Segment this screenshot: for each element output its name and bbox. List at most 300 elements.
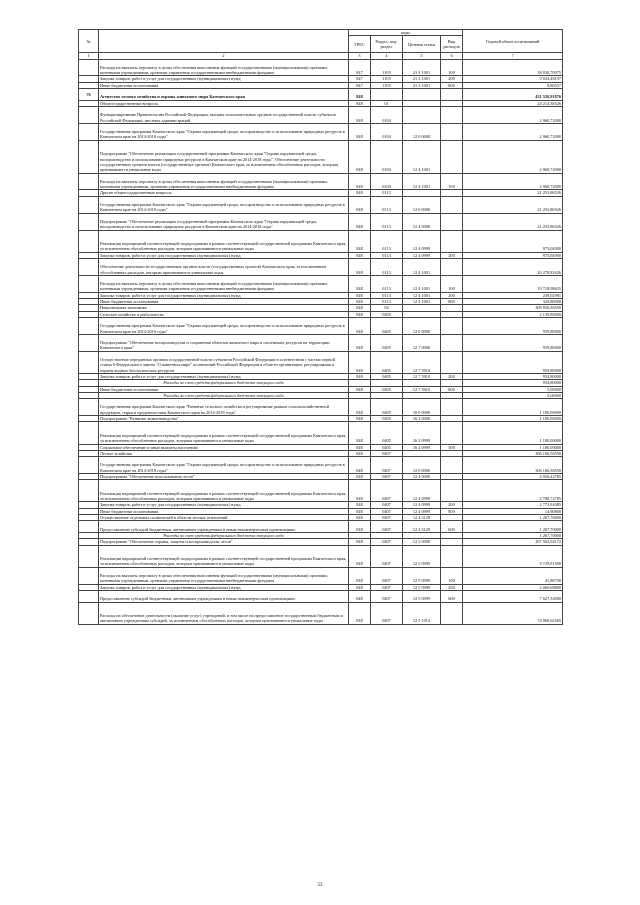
table-row [79, 89, 563, 101]
row-amount: 4 056,42785 [463, 473, 563, 479]
row-vid: 800 [441, 386, 463, 392]
row-amount: 959,80000 [463, 334, 563, 351]
row-statya: 16 0 0000 [403, 399, 441, 416]
table-row [79, 422, 563, 444]
row-name: Закупка товаров, работ и услуг для государственных (муниципальных) нужд [99, 584, 349, 590]
row-amount: 959,80000 [463, 351, 563, 373]
row-vid: 200 [441, 252, 463, 258]
row-grbs: 848 [349, 450, 371, 456]
row-name: Сельское хозяйство и рыболовство [99, 311, 349, 317]
row-razdel: 01 [371, 100, 403, 106]
header-codes-group: коды [349, 30, 463, 36]
row-name: Обеспечение деятельности государственных органов власти (государственных органов) Камчатского края, за исключением обособленных расходов, которым присваиваются уникальные коды [99, 259, 349, 276]
row-name: Государственная программа Камчатского края "Охрана окружающей среды, воспроизводство и использование природных ресурсов в Камчатском крае на 2014-2018 годы" [99, 123, 349, 140]
row-number [79, 123, 99, 140]
row-number [79, 213, 99, 230]
row-amount: 306 166,56550 [463, 450, 563, 456]
row-amount: 41,88700 [463, 567, 563, 584]
row-statya: 12 5 0999 [403, 584, 441, 590]
row-amount: 267 562,94172 [463, 539, 563, 545]
row-name: Общегосударственные вопросы [99, 100, 349, 106]
budget-table-page [78, 29, 562, 682]
row-razdel: 0405 [371, 386, 403, 392]
row-name: Расходы за счет средств федерального бюджета текущего года [99, 532, 349, 538]
row-vid [441, 399, 463, 416]
row-amount: 306 166,56550 [463, 457, 563, 474]
row-amount: 20 278,81626 [463, 259, 563, 276]
header-number: № [79, 30, 99, 53]
row-amount: 954,80000 [463, 380, 563, 386]
row-statya: 12 7 5910 [403, 386, 441, 392]
row-number [79, 602, 99, 624]
row-name: Иные бюджетные ассигнования [99, 82, 349, 88]
row-number [79, 422, 99, 444]
row-grbs: 848 [349, 602, 371, 624]
row-amount: 2 960,72000 [463, 173, 563, 190]
row-name: Расходы на выплаты персоналу в целях обеспечения выполнения функций государственными (муниципальными) органами, казенными учреждениями, органами управления государственными внебюджетными фондами [99, 173, 349, 190]
row-amount: 21 253,86526 [463, 190, 563, 196]
row-razdel: 0407 [371, 457, 403, 474]
row-vid [441, 480, 463, 502]
table-row [79, 567, 563, 584]
row-vid: 600 [441, 590, 463, 602]
row-statya: 12 4 0999 [403, 252, 441, 258]
row-number [79, 259, 99, 276]
row-vid: 100 [441, 59, 463, 76]
row-statya: 12 0 0000 [403, 123, 441, 140]
row-number [79, 317, 99, 334]
row-razdel: 04 [371, 305, 403, 311]
row-amount: 5,00000 [463, 392, 563, 398]
row-razdel: 0113 [371, 292, 403, 298]
row-statya: 12 7 5910 [403, 351, 441, 373]
row-amount: 2 773,91085 [463, 502, 563, 508]
row-vid: 800 [441, 508, 463, 514]
table-row [79, 59, 563, 76]
row-statya: 12 4 0000 [403, 213, 441, 230]
row-amount: 19 718,98635 [463, 275, 563, 292]
row-name: Государственная программа Камчатского края "Охрана окружающей среды, воспроизводство и использование природных ресурсов в Камчатском крае на 2014-2018 годы" [99, 317, 349, 334]
row-amount: 24 214,38526 [463, 100, 563, 106]
table-row [79, 590, 563, 602]
row-amount: 38 030,70075 [463, 59, 563, 76]
table-row [79, 521, 563, 533]
row-name: Национальная экономика [99, 305, 349, 311]
row-razdel: 1105 [371, 82, 403, 88]
index-cell: 1 [79, 53, 99, 59]
row-name: Иные бюджетные ассигнования [99, 386, 349, 392]
row-razdel: 0405 [371, 422, 403, 444]
row-name: Закупка товаров, работ и услуг для государственных (муниципальных) нужд [99, 252, 349, 258]
row-grbs: 848 [349, 502, 371, 508]
row-number [79, 140, 99, 173]
row-vid [441, 106, 463, 123]
row-vid [441, 123, 463, 140]
row-number [79, 196, 99, 213]
row-grbs: 848 [349, 190, 371, 196]
row-grbs: 848 [349, 508, 371, 514]
row-statya: 12 4 0999 [403, 480, 441, 502]
row-grbs: 848 [349, 317, 371, 334]
table-row [79, 173, 563, 190]
row-razdel: 1105 [371, 76, 403, 82]
table-row [79, 480, 563, 502]
header-razdel: Раздел, под-раздел [371, 36, 403, 53]
row-statya: 16 2 0999 [403, 422, 441, 444]
row-grbs: 847 [349, 76, 371, 82]
row-statya: 12 7 0000 [403, 334, 441, 351]
row-number [79, 567, 99, 584]
row-grbs: 848 [349, 213, 371, 230]
table-row [79, 351, 563, 373]
row-name: Подпрограмма "Обеспечение использования лесов" [99, 473, 349, 479]
row-razdel: 0113 [371, 190, 403, 196]
row-vid [441, 259, 463, 276]
row-razdel: 0405 [371, 416, 403, 422]
row-statya: 12 4 0000 [403, 473, 441, 479]
row-vid [441, 140, 463, 173]
row-name: Реализация мероприятий соответствующей подпрограммы в рамках соответствующей государственной программы Камчатского края, за исключением обособленных расходов, которым присваиваются уникальные коды [99, 230, 349, 252]
row-amount: 320,80000 [463, 299, 563, 305]
header-statya: Целевая статья [403, 36, 441, 53]
row-razdel [371, 89, 403, 101]
row-amount: 1 180,00000 [463, 444, 563, 450]
row-name: Расходы за счет средств федерального бюджета текущего года [99, 380, 349, 386]
row-number [79, 399, 99, 416]
row-grbs: 848 [349, 123, 371, 140]
header-name [99, 30, 349, 53]
row-grbs: 848 [349, 473, 371, 479]
row-name: Подпрограмма "Обеспечение охраны, защиты и воспроизводства лесов" [99, 539, 349, 545]
row-statya: 12 5 0999 [403, 545, 441, 567]
table-row [79, 106, 563, 123]
row-razdel: 0407 [371, 473, 403, 479]
row-statya: 21 3 1001 [403, 82, 441, 88]
row-amount: 5,00000 [463, 386, 563, 392]
row-razdel: 0407 [371, 602, 403, 624]
row-razdel: 0407 [371, 508, 403, 514]
row-razdel: 0113 [371, 213, 403, 230]
row-grbs: 848 [349, 457, 371, 474]
row-vid: 200 [441, 584, 463, 590]
row-grbs: 848 [349, 252, 371, 258]
row-grbs: 848 [349, 416, 371, 422]
row-vid [441, 213, 463, 230]
row-vid [441, 89, 463, 101]
row-number [79, 457, 99, 474]
row-amount: 1 267,70000 [463, 521, 563, 533]
row-vid: 200 [441, 373, 463, 379]
row-number [79, 173, 99, 190]
row-number [79, 480, 99, 502]
row-razdel: 1105 [371, 59, 403, 76]
row-name: Расходы на выплаты персоналу в целях обеспечения выполнения функций государственными (муниципальными) органами, казенными учреждениями, органами управления государственными внебюджетными фондами [99, 567, 349, 584]
row-statya: 12 4 5129 [403, 521, 441, 533]
row-amount: 2 060,68800 [463, 584, 563, 590]
row-statya: 12 5 0999 [403, 590, 441, 602]
row-statya: 12 4 5129 [403, 515, 441, 521]
row-statya: 16 2 0999 [403, 444, 441, 450]
row-grbs: 848 [349, 539, 371, 545]
row-name: Лесное хозяйство [99, 450, 349, 456]
row-amount: 21 253,86526 [463, 196, 563, 213]
row-name: Реализация мероприятий соответствующей подпрограммы в рамках соответствующей государственной программы Камчатского края, за исключением обособленных расходов, которым присваиваются уникальные коды [99, 480, 349, 502]
row-grbs: 848 [349, 584, 371, 590]
row-number [79, 545, 99, 567]
page-number: 53 [317, 883, 323, 888]
row-razdel: 0407 [371, 450, 403, 456]
row-razdel: 0113 [371, 196, 403, 213]
row-statya: 12 4 1001 [403, 292, 441, 298]
row-razdel: 0104 [371, 140, 403, 173]
row-name: Государственная программа Камчатского края "Развитие сельского хозяйства и регулирование рынков сельскохозяйственной продукции, сырья и продовольствия Камчатского края на 2014-2018 годы" [99, 399, 349, 416]
row-name: Подпрограмма "Развитие животноводства" [99, 416, 349, 422]
row-razdel: 0407 [371, 584, 403, 590]
table-row [79, 399, 563, 416]
row-grbs: 848 [349, 444, 371, 450]
row-razdel: 0104 [371, 173, 403, 190]
row-statya: 12 4 1001 [403, 259, 441, 276]
index-cell: 7 [463, 53, 563, 59]
header-annual-amount: Годовой объем ассигнований [463, 30, 563, 53]
row-statya: 12 4 1001 [403, 275, 441, 292]
row-amount: 9 729,91500 [463, 545, 563, 567]
row-name: Иные бюджетные ассигнования [99, 299, 349, 305]
row-vid [441, 317, 463, 334]
row-grbs: 848 [349, 275, 371, 292]
row-name: Подпрограмма "Обеспечение реализации государственной программы Камчатского края "Охрана окружающей среды, воспроизводство и использование природных ресурсов в Камчатском крае на 2014-2018 годы". Обеспечение деятельности государственных органов власти (государственных органов) Камчатского края, за исключением обособленных расходов, которым присваиваются уникальные коды [99, 140, 349, 173]
row-vid [441, 457, 463, 474]
row-amount: 74 060,62565 [463, 602, 563, 624]
row-grbs: 848 [349, 259, 371, 276]
index-cell: 5 [403, 53, 441, 59]
row-grbs: 848 [349, 480, 371, 502]
row-razdel: 0407 [371, 515, 403, 521]
row-grbs: 848 [349, 351, 371, 373]
row-grbs: 848 [349, 386, 371, 392]
budget-allocation-table [78, 29, 563, 625]
row-statya: 12 5 1014 [403, 602, 441, 624]
row-grbs: 848 [349, 545, 371, 567]
row-amount: 9 034,48197 [463, 76, 563, 82]
row-name: Подпрограмма "Обеспечение воспроизводства и сохранения объектов животного мира и охотничьих ресурсов на территории Камчатского края" [99, 334, 349, 351]
row-vid: 800 [441, 82, 463, 88]
row-razdel: 0407 [371, 480, 403, 502]
row-statya: 12 0 0000 [403, 457, 441, 474]
row-grbs: 848 [349, 89, 371, 101]
row-amount: 975,04900 [463, 252, 563, 258]
row-amount: 1 180,00000 [463, 422, 563, 444]
row-razdel: 0405 [371, 334, 403, 351]
row-grbs: 848 [349, 311, 371, 317]
row-razdel: 0405 [371, 311, 403, 317]
row-statya: 12 0 0000 [403, 317, 441, 334]
row-amount: 959,80000 [463, 317, 563, 334]
row-amount: 1 180,00000 [463, 399, 563, 416]
table-row [79, 545, 563, 567]
row-name: Закупка товаров, работ и услуг для государственных (муниципальных) нужд [99, 373, 349, 379]
row-razdel: 0405 [371, 373, 403, 379]
row-razdel: 0405 [371, 317, 403, 334]
row-statya: 12 4 0999 [403, 508, 441, 514]
table-row [79, 213, 563, 230]
row-grbs: 848 [349, 305, 371, 311]
row-vid: 100 [441, 567, 463, 584]
table-row [79, 275, 563, 292]
row-name: Функционирование Правительства Российской Федерации, высших исполнительных органов государственной власти субъектов Российской Федерации, местных администраций [99, 106, 349, 123]
row-amount: 7 627,34000 [463, 590, 563, 602]
row-grbs: 848 [349, 373, 371, 379]
table-row [79, 259, 563, 276]
row-vid [441, 334, 463, 351]
row-razdel: 0113 [371, 230, 403, 252]
row-razdel: 0407 [371, 545, 403, 567]
row-amount: 309 836,36550 [463, 305, 563, 311]
table-row [79, 334, 563, 351]
row-razdel: 0405 [371, 351, 403, 373]
row-statya: 12 4 1001 [403, 173, 441, 190]
row-vid [441, 230, 463, 252]
table-row [79, 140, 563, 173]
row-name: Закупка товаров, работ и услуг для государственных (муниципальных) нужд [99, 76, 349, 82]
row-razdel: 0407 [371, 502, 403, 508]
row-name: Закупка товаров, работ и услуг для государственных (муниципальных) нужд [99, 502, 349, 508]
row-amount: 2 960,72000 [463, 106, 563, 123]
row-grbs: 848 [349, 567, 371, 584]
row-statya [403, 106, 441, 123]
row-vid [441, 422, 463, 444]
row-amount: 1 267,70000 [463, 532, 563, 538]
row-number [79, 230, 99, 252]
row-razdel: 0113 [371, 252, 403, 258]
row-statya: 12 4 1001 [403, 140, 441, 173]
row-vid [441, 351, 463, 373]
index-cell: 4 [371, 53, 403, 59]
row-name: Расходы за счет средств федерального бюджета текущего года [99, 392, 349, 398]
row-razdel: 0113 [371, 275, 403, 292]
row-name: Осуществление отдельных полномочий в области лесных отношений [99, 515, 349, 521]
row-name: Расходы на выплаты персоналу в целях обеспечения выполнения функций государственными (муниципальными) органами, казенными учреждениями, органами управления государственными внебюджетными фондами [99, 59, 349, 76]
row-name: Реализация мероприятий соответствующей подпрограммы в рамках соответствующей государственной программы Камчатского края, за исключением обособленных расходов, которым присваиваются уникальные коды [99, 422, 349, 444]
row-number [79, 590, 99, 602]
row-name: Иные бюджетные ассигнования [99, 508, 349, 514]
row-statya: 12 5 0000 [403, 539, 441, 545]
row-name: Закупка товаров, работ и услуг для государственных (муниципальных) нужд [99, 292, 349, 298]
index-cell: 2 [99, 53, 349, 59]
table-row [79, 230, 563, 252]
row-razdel: 0407 [371, 521, 403, 533]
row-vid: 200 [441, 76, 463, 82]
row-grbs: 848 [349, 590, 371, 602]
row-statya: 12 0 0000 [403, 196, 441, 213]
row-amount: 431 526,91876 [463, 89, 563, 101]
row-amount: 14,90800 [463, 508, 563, 514]
row-statya: 12 4 1001 [403, 299, 441, 305]
row-vid [441, 196, 463, 213]
index-cell: 6 [441, 53, 463, 59]
row-name: Предоставление субсидий бюджетным, автономным учреждениям и иным некоммерческим организациям [99, 590, 349, 602]
row-grbs: 848 [349, 299, 371, 305]
row-name: Агентство лесного хозяйства и охраны животного мира Камчатского края [99, 89, 349, 101]
row-number [79, 275, 99, 292]
row-razdel: 0113 [371, 299, 403, 305]
row-razdel: 0405 [371, 444, 403, 450]
row-name: Государственная программа Камчатского края "Охрана окружающей среды, воспроизводство и использование природных ресурсов в Камчатском крае на 2014-2018 годы" [99, 457, 349, 474]
table-row [79, 602, 563, 624]
row-statya: 12 4 0999 [403, 230, 441, 252]
row-number: 76 [79, 89, 99, 101]
row-grbs: 848 [349, 521, 371, 533]
row-statya: 16 2 0000 [403, 416, 441, 422]
row-razdel: 0113 [371, 259, 403, 276]
row-grbs: 847 [349, 82, 371, 88]
row-statya: 21 3 1001 [403, 59, 441, 76]
row-amount: 1 180,00000 [463, 416, 563, 422]
row-vid [441, 545, 463, 567]
table-row [79, 196, 563, 213]
row-grbs: 848 [349, 173, 371, 190]
row-grbs: 848 [349, 196, 371, 213]
row-amount: 2 960,72000 [463, 140, 563, 173]
row-razdel: 0407 [371, 539, 403, 545]
row-vid: 800 [441, 299, 463, 305]
row-vid: 100 [441, 173, 463, 190]
row-statya [403, 89, 441, 101]
row-vid: 600 [441, 521, 463, 533]
row-grbs: 848 [349, 230, 371, 252]
row-statya: 12 7 5910 [403, 373, 441, 379]
row-vid [441, 602, 463, 624]
table-row [79, 123, 563, 140]
row-grbs: 848 [349, 334, 371, 351]
row-name: Предоставление субсидий бюджетным, автономным учреждениям и иным некоммерческим организациям [99, 521, 349, 533]
row-number [79, 521, 99, 533]
row-vid: 100 [441, 275, 463, 292]
table-row [79, 317, 563, 334]
row-name: Государственная программа Камчатского края "Охрана окружающей среды, воспроизводство и использование природных ресурсов в Камчатском крае на 2014-2018 годы" [99, 196, 349, 213]
table-row [79, 457, 563, 474]
row-razdel: 0405 [371, 399, 403, 416]
row-amount: 2 139,80000 [463, 311, 563, 317]
row-number [79, 334, 99, 351]
row-amount: 2 960,72000 [463, 123, 563, 140]
row-statya: 12 4 0999 [403, 502, 441, 508]
row-vid: 200 [441, 292, 463, 298]
row-grbs: 848 [349, 515, 371, 521]
row-grbs: 848 [349, 422, 371, 444]
row-amount: 2 788,72785 [463, 480, 563, 502]
header-grbs: ГРБС [349, 36, 371, 53]
index-cell: 3 [349, 53, 371, 59]
row-number [79, 106, 99, 123]
row-statya: 21 3 1001 [403, 76, 441, 82]
row-vid: 300 [441, 444, 463, 450]
row-statya: 12 5 0999 [403, 567, 441, 584]
row-grbs: 848 [349, 140, 371, 173]
row-name: Расходы на обеспечение деятельности (оказание услуг) учреждений, в том числе на предоставление государственным бюджетным и автономным учреждениям субсидий, за исключением обособленных расходов, которым присваиваются уникальные коды [99, 602, 349, 624]
row-amount: 1 267,70000 [463, 515, 563, 521]
row-name: Расходы на выплаты персоналу в целях обеспечения выполнения функций государственными (муниципальными) органами, казенными учреждениями, органами управления государственными внебюджетными фондами [99, 275, 349, 292]
row-vid: 200 [441, 502, 463, 508]
row-name: Социальное обеспечение и иные выплаты населению [99, 444, 349, 450]
header-vid: Вид расходов [441, 36, 463, 53]
table-body [79, 59, 563, 624]
row-amount: 975,04900 [463, 230, 563, 252]
row-number [79, 59, 99, 76]
row-name: Реализация мероприятий соответствующей подпрограммы в рамках соответствующей государственной программы Камчатского края, за исключением обособленных расходов, которым присваиваются уникальные коды [99, 545, 349, 567]
row-grbs: 847 [349, 59, 371, 76]
row-name: Другие общегосударственные вопросы [99, 190, 349, 196]
